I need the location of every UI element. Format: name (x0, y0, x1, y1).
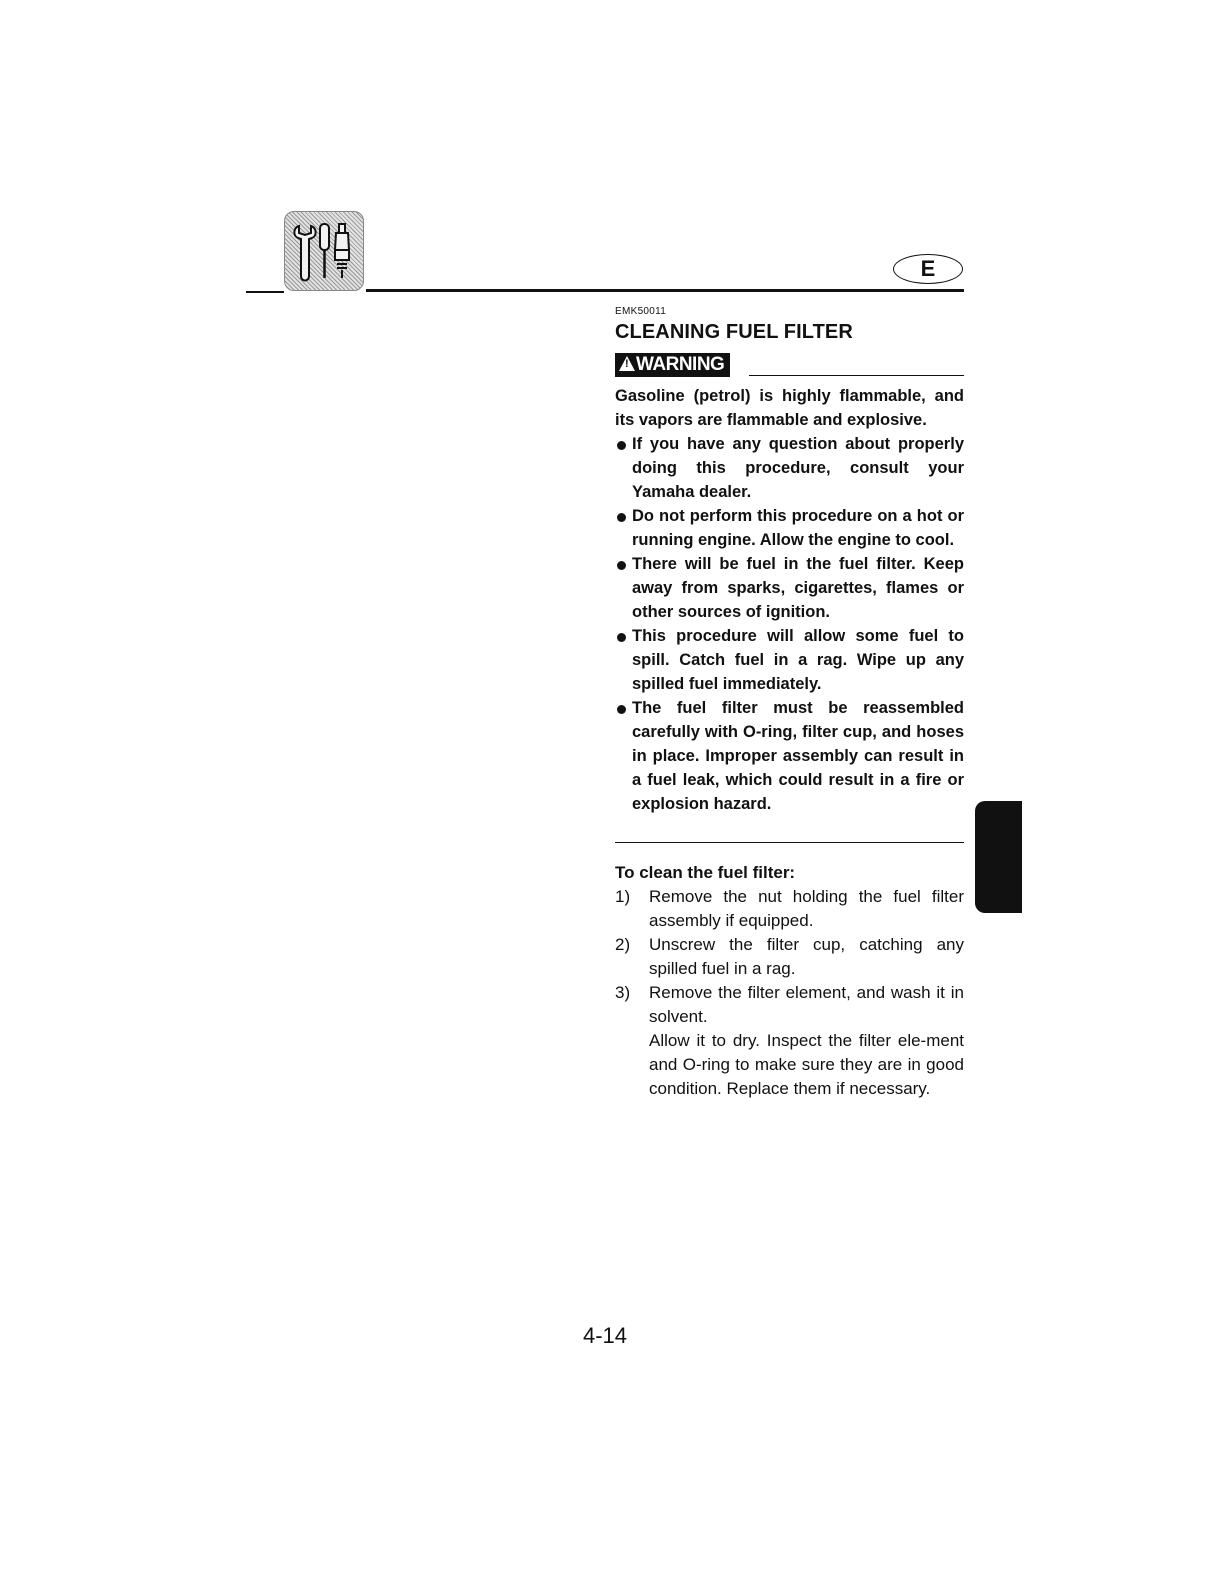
procedure-step (615, 933, 964, 981)
warning-list (615, 432, 964, 816)
step-number: 2) (615, 935, 631, 954)
page-number: 4-14 (582, 1323, 628, 1348)
language-badge (893, 254, 963, 284)
warning-item (615, 696, 964, 816)
procedure-block (615, 861, 964, 1101)
warning-label (615, 353, 730, 377)
step-extra-text: Allow it to dry. Inspect the filter ele-ment and O-ring to make sure they are in good condition. Replace them if necessary. (649, 1031, 964, 1098)
step-number: 3) (615, 983, 631, 1002)
procedure-steps (615, 885, 964, 1101)
warning-intro: Gasoline (petrol) is highly flammable, and its vapors are flammable and explosive. (615, 387, 964, 429)
warning-item-text: If you have any question about properly doing this procedure, consult your Yamaha dealer. (632, 435, 964, 501)
warning-rule (749, 375, 964, 376)
step-text: Unscrew the filter cup, catching any spilled fuel in a rag. (649, 935, 964, 978)
warning-item-text: This procedure will allow some fuel to spill. Catch fuel in a rag. Wipe up any spilled fuel immediately. (632, 627, 964, 693)
step-number: 1) (615, 887, 631, 906)
header-rule-right (366, 289, 964, 292)
bullet-icon (617, 441, 626, 450)
bullet-icon (617, 633, 626, 642)
step-text: Remove the filter element, and wash it in solvent. (649, 983, 964, 1026)
bullet-icon (617, 513, 626, 522)
warning-item (615, 432, 964, 504)
warning-item-text: Do not perform this procedure on a hot or running engine. Allow the engine to cool. (632, 507, 964, 549)
warning-block (615, 384, 964, 816)
step-text: Remove the nut holding the fuel filter assembly if equipped. (649, 887, 964, 930)
warning-item-text: The fuel filter must be reassembled carefully with O-ring, filter cup, and hoses in place. Improper assembly can result in a fuel leak, which could result in a fire or explosion hazard. (632, 699, 964, 813)
bullet-icon (617, 705, 626, 714)
maintenance-tools-icon (284, 211, 364, 291)
warning-item (615, 504, 964, 552)
procedure-heading: To clean the fuel filter: (615, 863, 796, 882)
warning-item-text: There will be fuel in the fuel filter. Keep away from sparks, cigarettes, flames or other sources of ignition. (632, 555, 964, 621)
section-code: EMK50011 (615, 306, 667, 317)
warning-item (615, 624, 964, 696)
language-badge-letter: E (920, 256, 936, 281)
warning-triangle-icon (619, 356, 635, 371)
header-rule-left (246, 291, 284, 293)
chapter-tab (975, 801, 1022, 913)
warning-item (615, 552, 964, 624)
bullet-icon (617, 561, 626, 570)
procedure-step (615, 885, 964, 933)
section-title: CLEANING FUEL FILTER (615, 321, 853, 343)
procedure-step (615, 981, 964, 1101)
warning-label-text: WARNING (636, 354, 725, 375)
warning-end-rule (615, 842, 964, 843)
